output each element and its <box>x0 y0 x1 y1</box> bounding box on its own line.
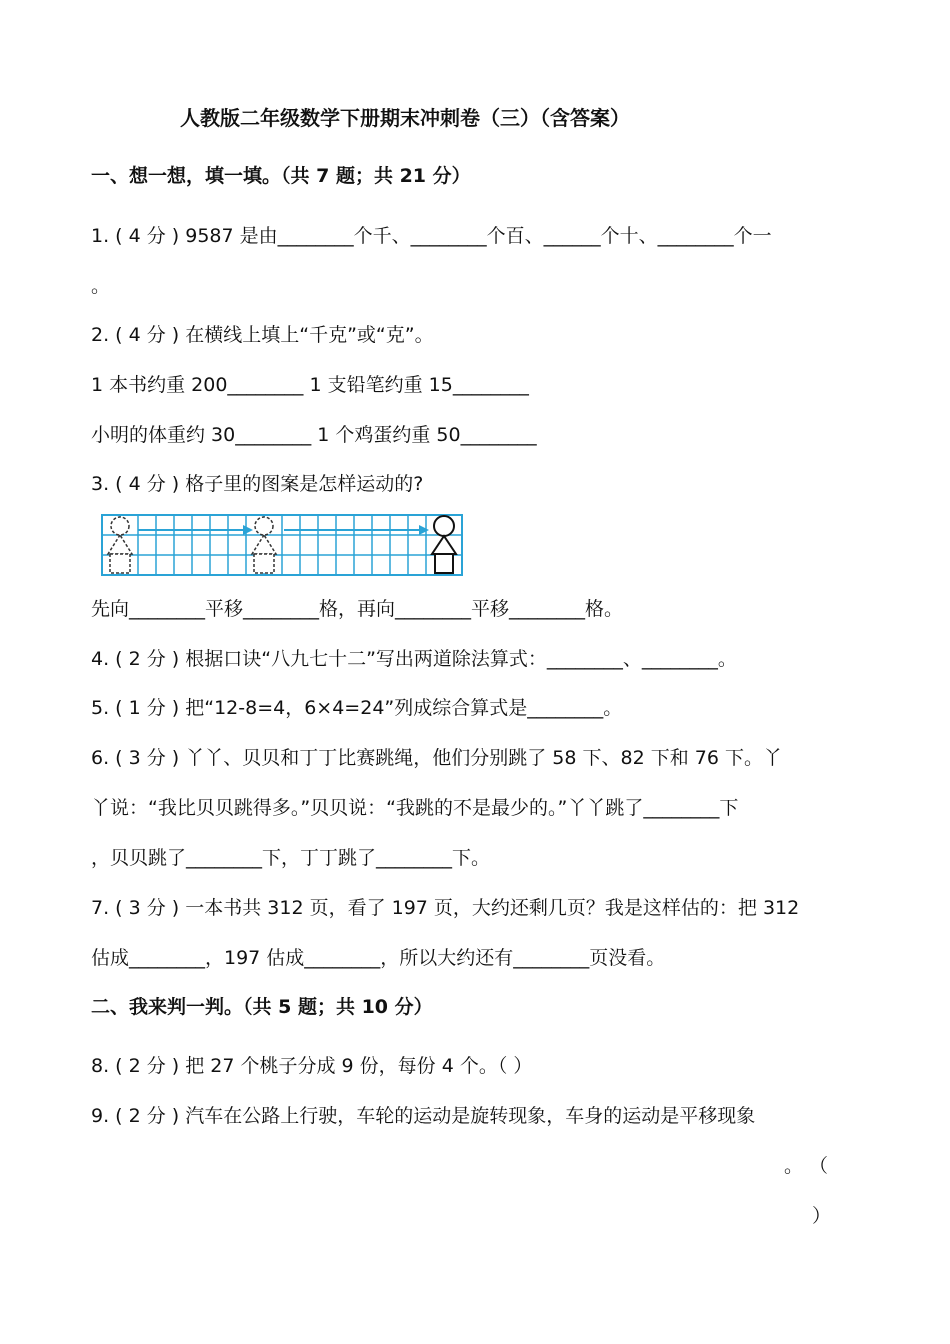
question-2-row-1: 1 本书约重 200________ 1 支铅笔约重 15________ <box>91 374 529 396</box>
question-6-continuation-2: ，贝贝跳了________下，丁丁跳了________下。 <box>91 847 491 869</box>
grid-column-lines <box>120 515 444 575</box>
grid-svg <box>101 514 463 576</box>
question-2-row-2: 小明的体重约 30________ 1 个鸡蛋约重 50________ <box>91 424 537 446</box>
question-9-continuation: 。 （ <box>784 1155 829 1177</box>
page-title: 人教版二年级数学下册期末冲刺卷（三）（含答案） <box>180 106 630 130</box>
question-7-continuation: 估成________，197 估成________，所以大约还有________页没看。 <box>91 947 666 969</box>
question-1-text: 1. ( 4 分 ) 9587 是由________个千、________个百、______个十、________个一 <box>91 225 772 247</box>
dashed-figure-start-icon <box>108 517 132 573</box>
question-3-text: 3. ( 4 分 ) 格子里的图案是怎样运动的? <box>91 473 424 495</box>
question-5-text: 5. ( 1 分 ) 把“12-8=4，6×4=24”列成综合算式是________。 <box>91 697 623 719</box>
question-3-answer: 先向________平移________格，再向________平移________格。 <box>91 598 624 620</box>
question-9-text: 9. ( 2 分 ) 汽车在公路上行驶，车轮的运动是旋转现象，车身的运动是平移现象 <box>91 1105 756 1127</box>
section-heading-1: 一、想一想，填一填。（共 7 题；共 21 分） <box>91 165 471 187</box>
section-heading-2: 二、我来判一判。（共 5 题；共 10 分） <box>91 996 433 1018</box>
question-2-text: 2. ( 4 分 ) 在横线上填上“千克”或“克”。 <box>91 324 434 346</box>
question-6-continuation: 丫说：“我比贝贝跳得多。”贝贝说：“我跳的不是最少的。”丫丫跳了________下 <box>91 797 739 819</box>
question-9-close-paren: ） <box>812 1205 832 1227</box>
question-6-text: 6. ( 3 分 ) 丫丫、贝贝和丁丁比赛跳绳，他们分别跳了 58 下、82 下和 76 下。丫 <box>91 747 782 769</box>
solid-figure-end-icon <box>432 516 456 573</box>
movement-grid-figure <box>101 514 463 576</box>
question-1-continuation: 。 <box>91 275 111 297</box>
question-7-text: 7. ( 3 分 ) 一本书共 312 页，看了 197 页，大约还剩几页？我是这样估的：把 312 <box>91 897 800 919</box>
dashed-figure-middle-icon <box>252 517 276 573</box>
question-8-text: 8. ( 2 分 ) 把 27 个桃子分成 9 份，每份 4 个。（ ） <box>91 1055 533 1077</box>
question-4-text: 4. ( 2 分 ) 根据口诀“八九七十二”写出两道除法算式：________、________。 <box>91 648 737 670</box>
